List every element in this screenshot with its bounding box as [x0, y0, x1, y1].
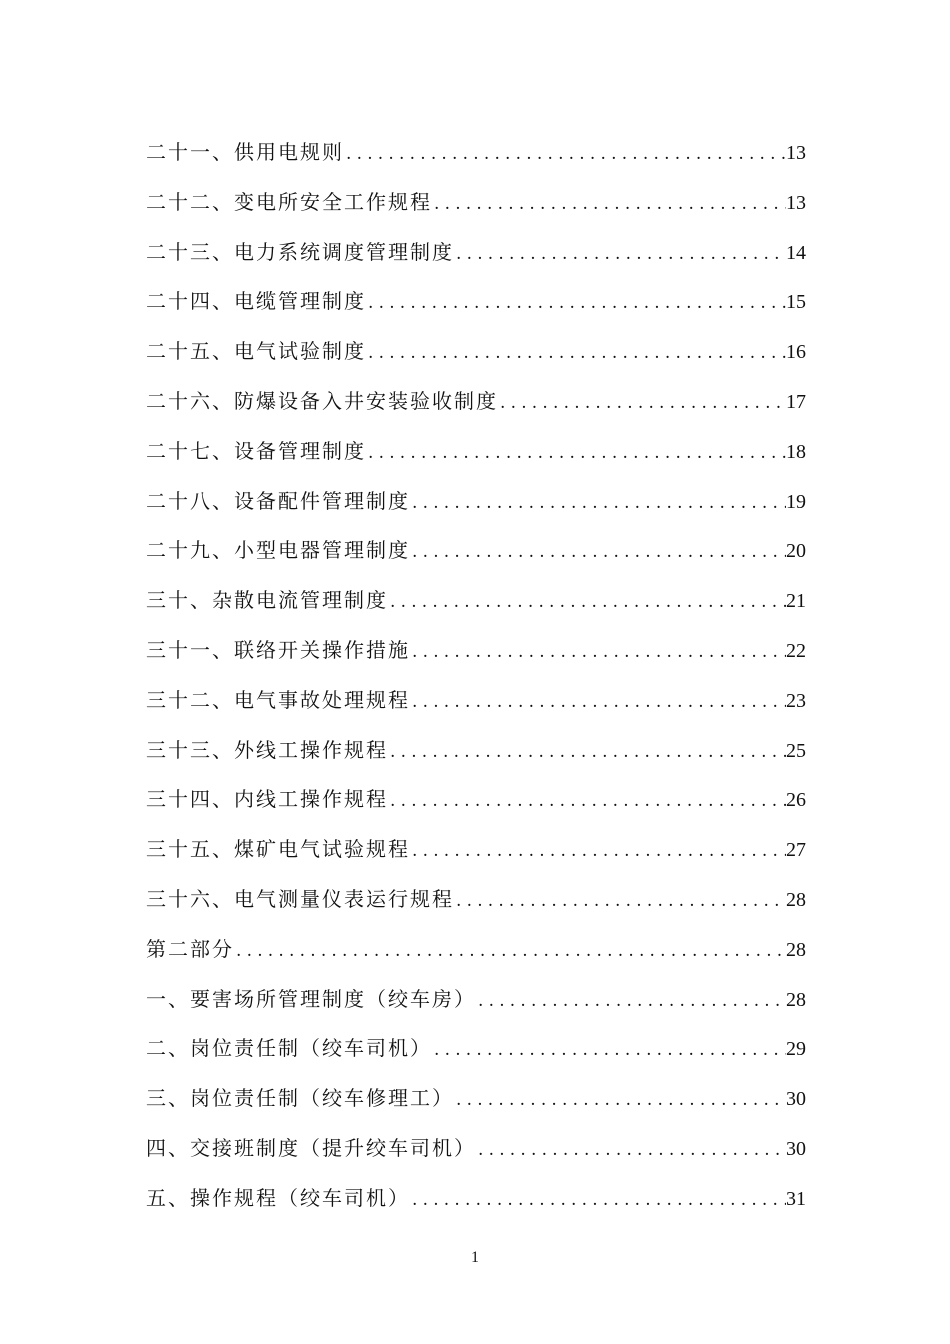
dot-leader — [454, 883, 786, 919]
toc-entry-title: 二十八、设备配件管理制度 — [146, 488, 410, 513]
dot-leader — [432, 1032, 786, 1068]
toc-entry-title: 二十一、供用电规则 — [146, 140, 344, 164]
toc-entry-title: 二十七、设备管理制度 — [146, 438, 366, 463]
toc-entry[interactable] — [146, 632, 806, 682]
toc-entry-title: 二十二、变电所安全工作规程 — [146, 189, 432, 214]
toc-entry-page: 13 — [786, 191, 806, 214]
toc-entry[interactable] — [146, 532, 806, 582]
toc-entry-title: 一、要害场所管理制度（绞车房） — [146, 986, 476, 1011]
toc-entry[interactable] — [146, 483, 806, 533]
toc-entry-title: 第二部分 — [146, 936, 234, 961]
toc-entry[interactable] — [146, 433, 806, 483]
toc-entry[interactable] — [146, 283, 806, 333]
dot-leader — [388, 783, 786, 819]
toc-entry-title: 三十四、内线工操作规程 — [146, 787, 388, 812]
page-number: 1 — [471, 1249, 479, 1266]
toc-entry-title: 三十一、联络开关操作措施 — [146, 637, 410, 662]
toc-entry-page: 20 — [786, 540, 806, 563]
toc-entry-title: 三、岗位责任制（绞车修理工） — [146, 1086, 454, 1111]
toc-entry[interactable] — [146, 1130, 806, 1180]
dot-leader — [410, 684, 786, 720]
dot-leader — [234, 933, 786, 969]
dot-leader — [366, 335, 786, 371]
dot-leader — [410, 485, 786, 521]
dot-leader — [410, 1182, 786, 1218]
toc-entry-title: 二十九、小型电器管理制度 — [146, 538, 410, 563]
toc-entry-page: 18 — [786, 440, 806, 463]
dot-leader — [432, 186, 786, 222]
toc-entry-page: 25 — [786, 739, 806, 762]
dot-leader — [388, 734, 786, 770]
toc-entry-title: 三十六、电气测量仪表运行规程 — [146, 886, 454, 911]
dot-leader — [388, 584, 786, 620]
toc-entry-page: 21 — [786, 590, 806, 613]
toc-entry-page: 14 — [786, 241, 806, 264]
toc-entry[interactable] — [146, 1030, 806, 1080]
dot-leader — [344, 136, 786, 172]
toc-entry[interactable] — [146, 831, 806, 881]
toc-entry-title: 五、操作规程（绞车司机） — [146, 1185, 410, 1210]
toc-entry-page: 17 — [786, 390, 806, 413]
dot-leader — [476, 1132, 786, 1168]
toc-entry-title: 三十、杂散电流管理制度 — [146, 588, 388, 613]
table-of-contents — [146, 134, 806, 1230]
toc-entry-title: 二十四、电缆管理制度 — [146, 289, 366, 314]
toc-entry-page: 23 — [786, 689, 806, 712]
toc-entry-page: 26 — [786, 789, 806, 812]
toc-entry[interactable] — [146, 582, 806, 632]
toc-entry[interactable] — [146, 931, 806, 981]
dot-leader — [410, 534, 786, 570]
dot-leader — [476, 983, 786, 1019]
dot-leader — [366, 435, 786, 471]
toc-entry[interactable] — [146, 184, 806, 234]
toc-entry-page: 30 — [786, 1137, 806, 1160]
toc-entry[interactable] — [146, 1180, 806, 1230]
toc-entry[interactable] — [146, 732, 806, 782]
toc-entry-page: 27 — [786, 839, 806, 862]
toc-entry-page: 28 — [786, 988, 806, 1011]
dot-leader — [410, 833, 786, 869]
toc-entry-title: 二十五、电气试验制度 — [146, 339, 366, 364]
toc-entry-title: 三十二、电气事故处理规程 — [146, 687, 410, 712]
dot-leader — [454, 1082, 786, 1118]
toc-entry-page: 19 — [786, 490, 806, 513]
toc-entry[interactable] — [146, 981, 806, 1031]
toc-entry-title: 二、岗位责任制（绞车司机） — [146, 1036, 432, 1061]
toc-entry-title: 二十六、防爆设备入井安装验收制度 — [146, 388, 498, 413]
toc-entry-page: 13 — [786, 142, 806, 164]
toc-entry[interactable] — [146, 682, 806, 732]
toc-entry-title: 三十三、外线工操作规程 — [146, 737, 388, 762]
toc-entry-page: 16 — [786, 341, 806, 364]
toc-entry[interactable] — [146, 781, 806, 831]
toc-entry-page: 28 — [786, 888, 806, 911]
toc-entry[interactable] — [146, 333, 806, 383]
toc-entry[interactable] — [146, 1080, 806, 1130]
toc-entry-title: 二十三、电力系统调度管理制度 — [146, 239, 454, 264]
toc-entry[interactable] — [146, 234, 806, 284]
dot-leader — [410, 634, 786, 670]
toc-entry-page: 15 — [786, 291, 806, 314]
toc-entry[interactable] — [146, 881, 806, 931]
dot-leader — [454, 236, 786, 272]
toc-entry-title: 三十五、煤矿电气试验规程 — [146, 837, 410, 862]
toc-entry-page: 31 — [786, 1187, 806, 1210]
dot-leader — [498, 385, 786, 421]
toc-entry[interactable] — [146, 134, 806, 184]
toc-entry-page: 30 — [786, 1088, 806, 1111]
toc-entry-page: 28 — [786, 938, 806, 961]
toc-entry[interactable] — [146, 383, 806, 433]
toc-entry-title: 四、交接班制度（提升绞车司机） — [146, 1135, 476, 1160]
toc-entry-page: 22 — [786, 639, 806, 662]
dot-leader — [366, 285, 786, 321]
toc-entry-page: 29 — [786, 1038, 806, 1061]
